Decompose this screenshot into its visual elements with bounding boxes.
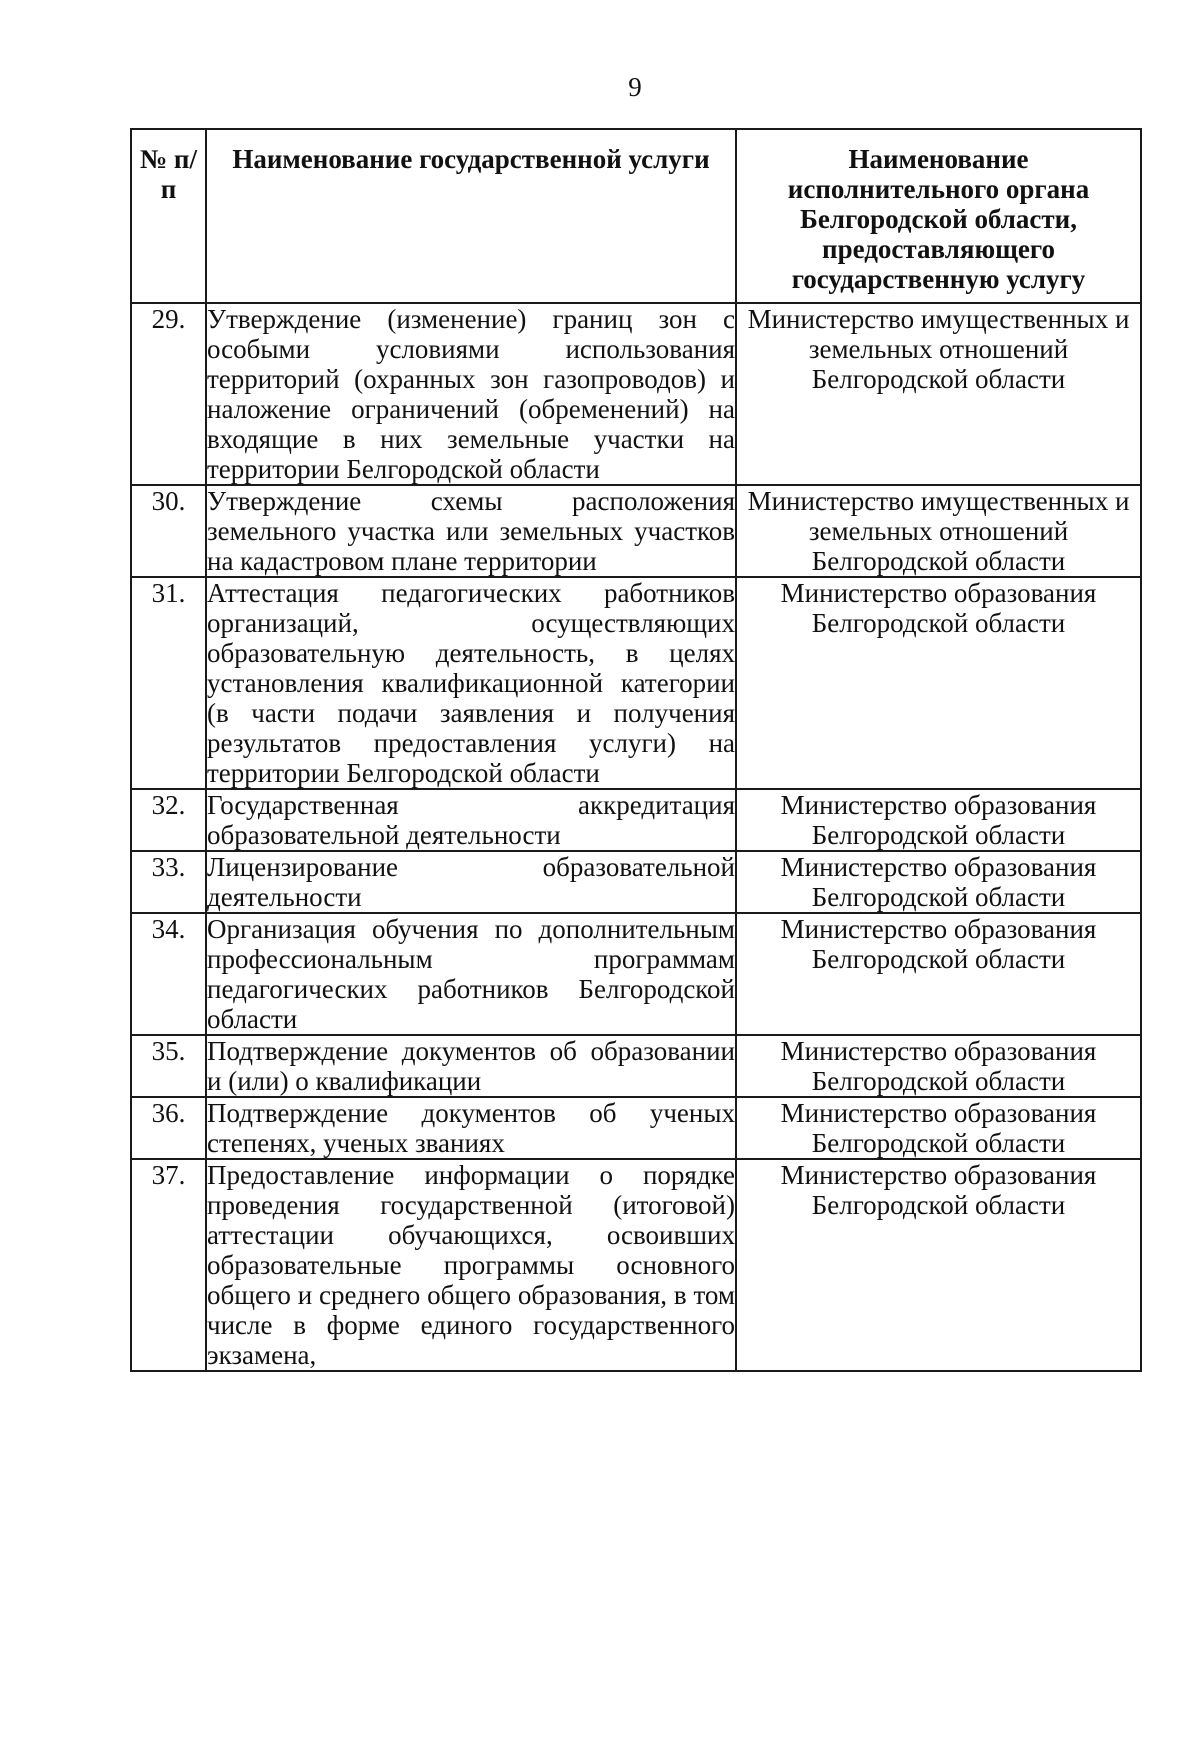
table-row [131, 1159, 1141, 1371]
services-table [130, 128, 1142, 1372]
organ-name: Министерство образования Белгородской области [736, 1159, 1141, 1371]
service-name: Государственная аккредитация образовательной деятельности [207, 790, 735, 850]
table-row [131, 1097, 1141, 1159]
row-number: 32. [131, 789, 206, 851]
row-number: 36. [131, 1097, 206, 1159]
organ-name: Министерство имущественных и земельных отношений Белгородской области [736, 303, 1141, 485]
organ-name: Министерство образования Белгородской области [736, 789, 1141, 851]
service-name: Аттестация педагогических работников организаций, осуществляющих образовательную деятельность, в целях установления квалификационной категории (в части подачи заявления и получения результатов предоставления услуги) на территории Белгородской области [207, 578, 735, 788]
organ-name: Министерство имущественных и земельных отношений Белгородской области [736, 485, 1141, 577]
row-number: 29. [131, 303, 206, 485]
row-number: 37. [131, 1159, 206, 1371]
table-row [131, 1035, 1141, 1097]
row-number: 34. [131, 913, 206, 1035]
table-row [131, 789, 1141, 851]
service-name: Организация обучения по дополнительным профессиональным программам педагогических работников Белгородской области [207, 914, 735, 1034]
organ-name: Министерство образования Белгородской области [736, 1097, 1141, 1159]
table-header-row [131, 129, 1141, 303]
table-row [131, 577, 1141, 789]
service-name: Предоставление информации о порядке проведения государственной (итоговой) аттестации обучающихся, освоивших образовательные программы основного общего и среднего общего образования, в том числе в форме единого государственного экзамена, [207, 1160, 735, 1370]
page-number: 9 [628, 72, 642, 102]
table-row [131, 851, 1141, 913]
table-row [131, 913, 1141, 1035]
service-name: Лицензирование образовательной деятельности [207, 852, 735, 912]
organ-name: Министерство образования Белгородской области [736, 577, 1141, 789]
service-name: Утверждение схемы расположения земельного участка или земельных участков на кадастровом плане территории [207, 486, 735, 576]
organ-name: Министерство образования Белгородской области [736, 851, 1141, 913]
service-name: Подтверждение документов об ученых степенях, ученых званиях [207, 1098, 735, 1158]
row-number: 30. [131, 485, 206, 577]
organ-name: Министерство образования Белгородской области [736, 1035, 1141, 1097]
service-name: Подтверждение документов об образовании и (или) о квалификации [207, 1036, 735, 1096]
header-organ-name: Наименование исполнительного органа Белгородской области, предоставляющего государственную услугу [736, 129, 1141, 303]
row-number: 35. [131, 1035, 206, 1097]
row-number: 33. [131, 851, 206, 913]
header-number: № п/п [131, 129, 206, 303]
table-row [131, 303, 1141, 485]
header-service-name: Наименование государственной услуги [206, 129, 736, 303]
service-name: Утверждение (изменение) границ зон с особыми условиями использования территорий (охранных зон газопроводов) и наложение ограничений (обременений) на входящие в них земельные участки на территории Белгородской области [207, 304, 735, 484]
table-row [131, 485, 1141, 577]
organ-name: Министерство образования Белгородской области [736, 913, 1141, 1035]
row-number: 31. [131, 577, 206, 789]
